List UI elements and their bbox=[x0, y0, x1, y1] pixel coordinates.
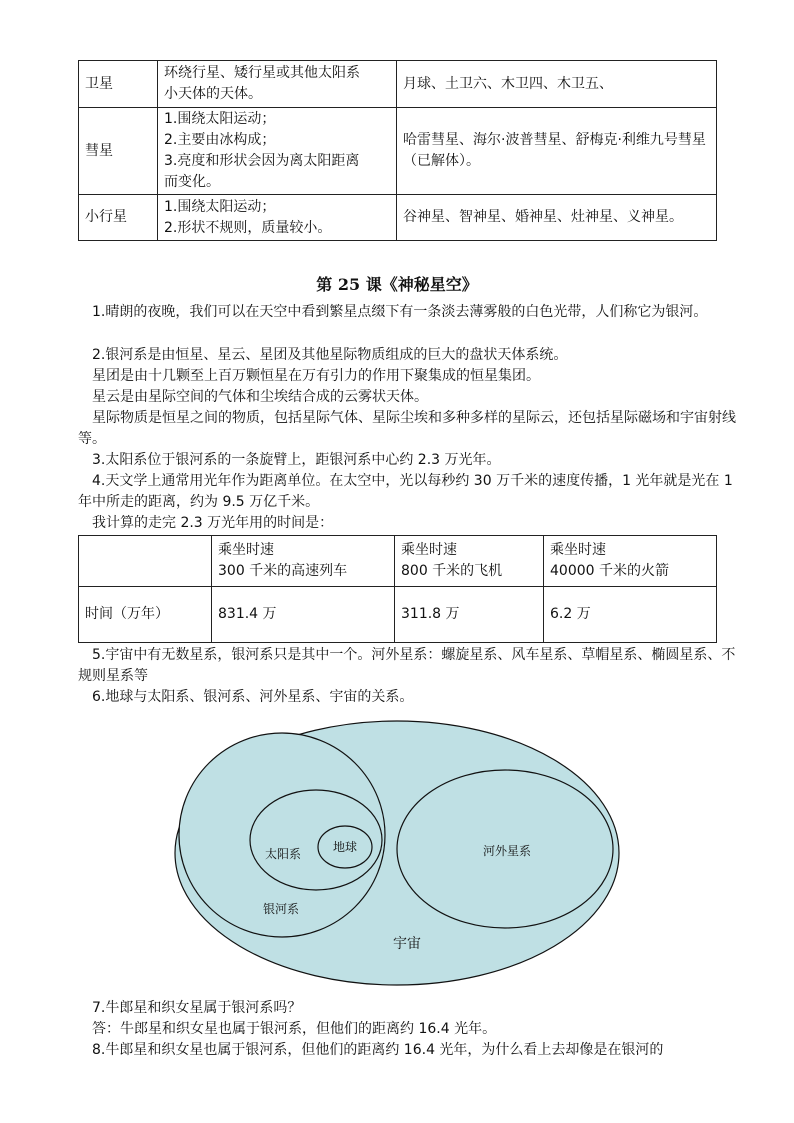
table-cell-features bbox=[158, 61, 397, 108]
celestial-table bbox=[78, 60, 717, 241]
table-cell-examples: 月球、土卫六、木卫四、木卫五、 bbox=[397, 61, 717, 108]
table-row bbox=[79, 587, 717, 643]
feature-line: 1.围绕太阳运动； bbox=[164, 111, 276, 127]
table-row bbox=[79, 195, 717, 241]
travel-time-table bbox=[78, 535, 717, 643]
table-cell-examples: 谷神星、智神星、婚神星、灶神星、义神星。 bbox=[397, 195, 717, 241]
paragraph-7: 4.天文学上通常用光年作为距离单位。在太空中，光以每秒约 30 万千米的速度传播，1 光年就是光在 1 年中所走的距离，约为 9.5 万亿千米。 bbox=[78, 473, 733, 510]
table-row bbox=[79, 108, 717, 195]
universe-diagram bbox=[172, 718, 622, 988]
header-line: 300 千米的高速列车 bbox=[218, 563, 348, 579]
table-row-label: 时间（万年） bbox=[79, 587, 212, 643]
table-cell-examples: 哈雷彗星、海尔·波普彗星、舒梅克·利维九号彗星（已解体）。 bbox=[397, 108, 717, 195]
question-7: 7.牛郎星和织女星属于银河系吗？ bbox=[92, 1000, 302, 1016]
header-line: 乘坐时速 bbox=[401, 542, 457, 558]
universe-label: 宇宙 bbox=[393, 936, 421, 952]
table-row bbox=[79, 61, 717, 108]
external-galaxies-label: 河外星系 bbox=[482, 844, 532, 858]
feature-line: 1.围绕太阳运动； bbox=[164, 198, 276, 215]
table-cell-name: 卫星 bbox=[79, 61, 158, 108]
paragraph-9: 5.宇宙中有无数星系，银河系只是其中一个。河外星系：螺旋星系、风车星系、草帽星系、椭圆星系、不规则星系等 bbox=[78, 647, 736, 684]
table-cell-value: 311.8 万 bbox=[395, 587, 544, 643]
feature-line: 环绕行星、矮行星或其他太阳系 bbox=[164, 65, 360, 81]
header-line: 40000 千米的火箭 bbox=[550, 563, 669, 579]
table-header-cell bbox=[212, 536, 395, 587]
table-cell-value: 6.2 万 bbox=[544, 587, 717, 643]
table-cell-name: 小行星 bbox=[79, 195, 158, 241]
paragraph-1: 1.晴朗的夜晚，我们可以在天空中看到繁星点缀下有一条淡去薄雾般的白色光带，人们称它为银河。 bbox=[92, 304, 708, 320]
galaxy-label: 银河系 bbox=[262, 902, 300, 916]
earth-label: 地球 bbox=[332, 840, 358, 854]
paragraph-5: 星际物质是恒星之间的物质，包括星际气体、星际尘埃和多种多样的星际云，还包括星际磁场和宇宙射线等。 bbox=[78, 410, 736, 447]
table-cell-features bbox=[158, 108, 397, 195]
feature-line: 2.形状不规则，质量较小。 bbox=[164, 219, 332, 236]
paragraph-4: 星云是由星际空间的气体和尘埃结合成的云雾状天体。 bbox=[92, 389, 428, 405]
paragraph-8: 我计算的走完 2.3 万光年用的时间是： bbox=[92, 515, 334, 531]
paragraph-6: 3.太阳系位于银河系的一条旋臂上，距银河系中心约 2.3 万光年。 bbox=[92, 452, 501, 468]
feature-line: 3.亮度和形状会因为离太阳距离 bbox=[164, 153, 360, 169]
question-8: 8.牛郎星和织女星也属于银河系，但他们的距离约 16.4 光年，为什么看上去却像是在银河的 bbox=[92, 1042, 664, 1058]
table-cell-value: 831.4 万 bbox=[212, 587, 395, 643]
table-corner-cell bbox=[79, 536, 212, 587]
table-cell-features bbox=[158, 195, 397, 241]
solar-system-label: 太阳系 bbox=[264, 847, 302, 861]
paragraph-2: 2.银河系是由恒星、星云、星团及其他星际物质组成的巨大的盘状天体系统。 bbox=[92, 347, 568, 363]
feature-line: 2.主要由冰构成； bbox=[164, 132, 276, 148]
feature-line: 小天体的天体。 bbox=[164, 86, 262, 102]
paragraph-10: 6.地球与太阳系、银河系、河外星系、宇宙的关系。 bbox=[92, 689, 414, 705]
lesson-title: 第 25 课《神秘星空》 bbox=[316, 275, 478, 294]
table-header-row bbox=[79, 536, 717, 587]
paragraph-3: 星团是由十几颗至上百万颗恒星在万有引力的作用下聚集成的恒星集团。 bbox=[92, 368, 540, 384]
answer-7: 答：牛郎星和织女星也属于银河系，但他们的距离约 16.4 光年。 bbox=[92, 1021, 497, 1037]
feature-line: 而变化。 bbox=[164, 174, 220, 190]
table-header-cell bbox=[395, 536, 544, 587]
table-cell-name: 彗星 bbox=[79, 108, 158, 195]
table-header-cell bbox=[544, 536, 717, 587]
header-line: 乘坐时速 bbox=[550, 542, 606, 558]
header-line: 800 千米的飞机 bbox=[401, 563, 503, 579]
header-line: 乘坐时速 bbox=[218, 542, 274, 558]
